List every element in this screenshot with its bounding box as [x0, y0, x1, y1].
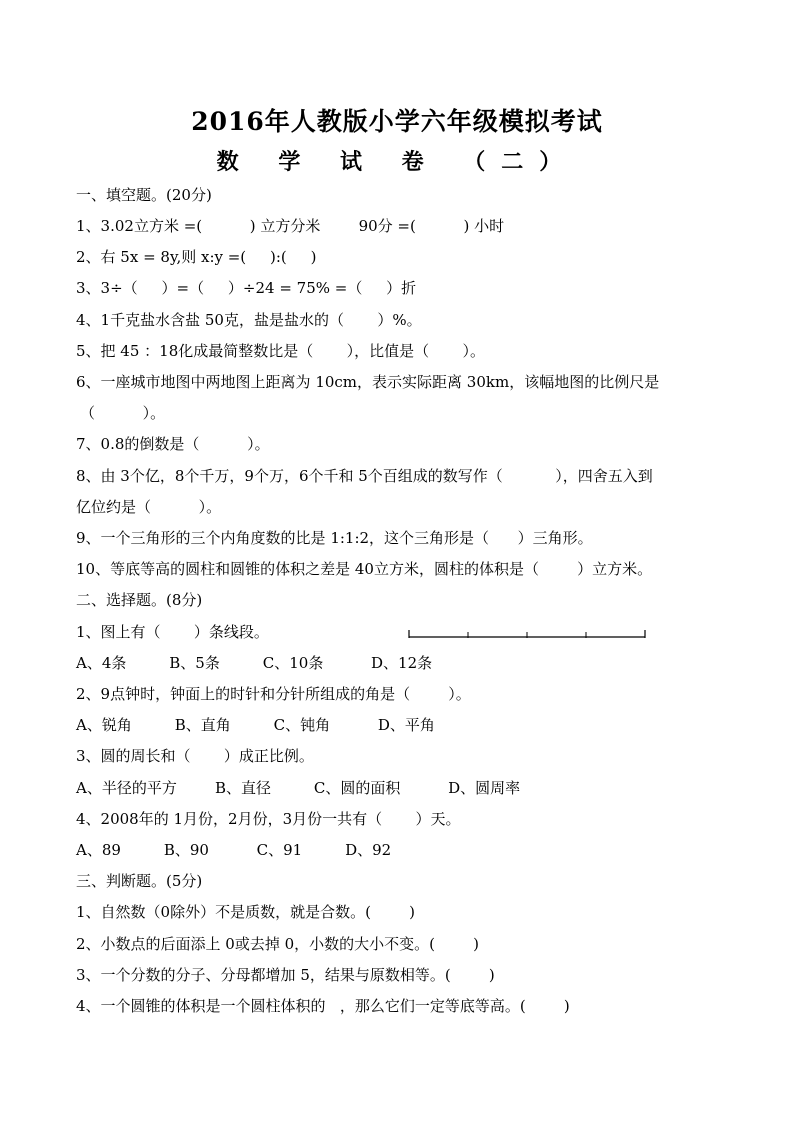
- question-line: 3、3÷（ ）=（ ）÷24 = 75% =（ ）折: [76, 279, 417, 297]
- question-line: 2、小数点的后面添上 0或去掉 0，小数的大小不变。( ): [76, 935, 480, 953]
- question-line: 7、0.8的倒数是（ ）。: [76, 435, 270, 453]
- question-line: 2、右 5x = 8y,则 x:y =( ):( ): [76, 248, 317, 266]
- question-line-continued: 亿位约是（ ）。: [76, 498, 222, 516]
- section-heading-true-false: 三、判断题。(5分): [76, 872, 203, 890]
- question-line: 4、2008年的 1月份，2月份，3月份一共有（ ）天。: [76, 810, 461, 828]
- section-heading-fill-blank: 一、填空题。(20分): [76, 186, 212, 204]
- question-line: 2、9点钟时，钟面上的时针和分针所组成的角是（ ）。: [76, 685, 471, 703]
- page-title: 2016年人教版小学六年级模拟考试: [191, 107, 603, 136]
- answer-options: A、半径的平方 B、直径 C、圆的面积 D、圆周率: [76, 779, 521, 797]
- question-line: 9、一个三角形的三个内角度数的比是 1:1:2，这个三角形是（ ）三角形。: [76, 529, 593, 547]
- question-line: 1、图上有（ ）条线段。: [76, 623, 269, 641]
- line-segment-figure: [408, 627, 646, 639]
- question-line: 4、一个圆锥的体积是一个圆柱体积的 ，那么它们一定等底等高。( ): [76, 997, 570, 1015]
- question-line-continued: （ ）。: [80, 404, 166, 422]
- page-subtitle: 数 学 试 卷 （二）: [216, 149, 578, 175]
- section-heading-multiple-choice: 二、选择题。(8分): [76, 591, 203, 609]
- question-line: 3、一个分数的分子、分母都增加 5，结果与原数相等。( ): [76, 966, 495, 984]
- answer-options: A、4条 B、5条 C、10条 D、12条: [76, 654, 433, 672]
- question-line: 8、由 3个亿，8个千万，9个万，6个千和 5个百组成的数写作（ ），四舍五入到: [76, 467, 653, 485]
- question-line: 5、把 45 ：18化成最简整数比是（ ），比值是（ ）。: [76, 342, 486, 360]
- answer-options: A、89 B、90 C、91 D、92: [76, 841, 392, 859]
- question-line: 1、自然数（0除外）不是质数，就是合数。( ): [76, 903, 415, 921]
- answer-options: A、锐角 B、直角 C、钝角 D、平角: [76, 716, 435, 734]
- question-line: 6、一座城市地图中两地图上距离为 10cm，表示实际距离 30km，该幅地图的比例尺是: [76, 373, 660, 391]
- question-line: 3、圆的周长和（ ）成正比例。: [76, 747, 314, 765]
- question-line: 10、等底等高的圆柱和圆锥的体积之差是 40立方米，圆柱的体积是（ ）立方米。: [76, 560, 653, 578]
- question-line: 1、3.02立方米 =( ) 立方分米 90分 =( ) 小时: [76, 217, 505, 235]
- question-line: 4、1千克盐水含盐 50克，盐是盐水的（ ）%。: [76, 311, 422, 329]
